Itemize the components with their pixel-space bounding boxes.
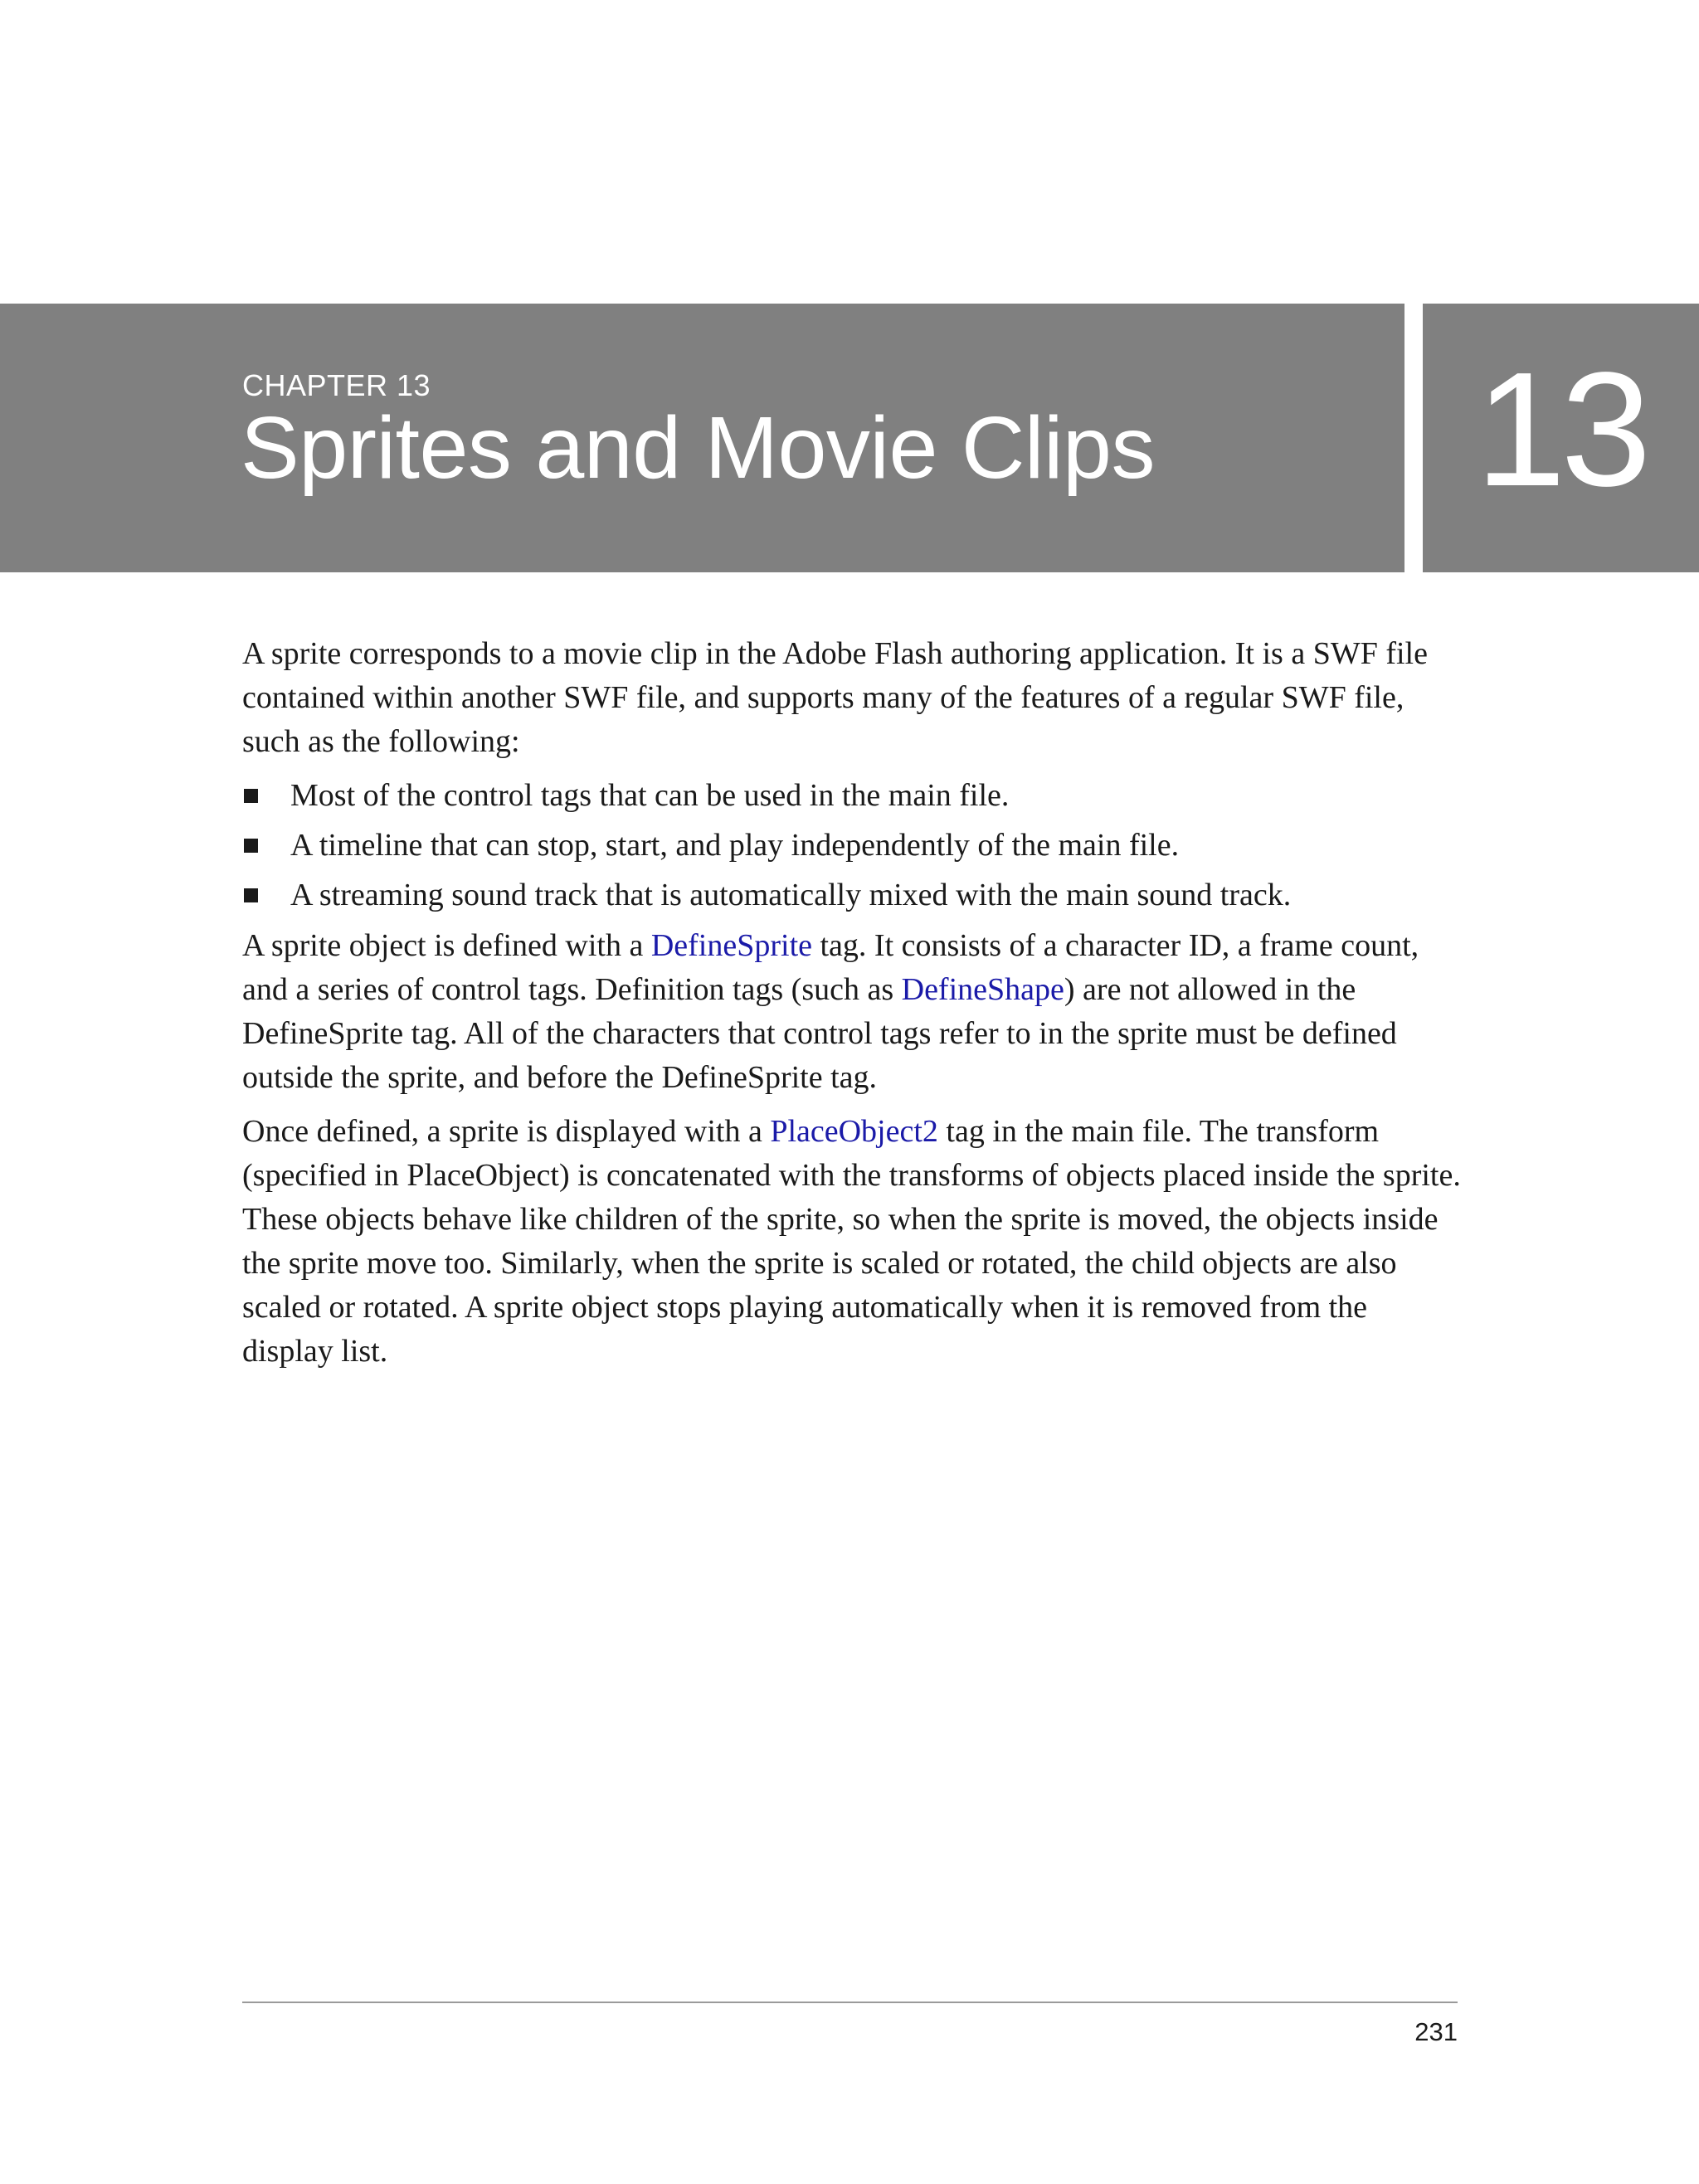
list-item (242, 774, 1462, 818)
paragraph-text: A sprite object is defined with a (242, 928, 651, 963)
defineshape-link[interactable]: DefineShape (901, 972, 1064, 1007)
placeobject2-link[interactable]: PlaceObject2 (770, 1114, 938, 1149)
square-bullet-icon (244, 839, 258, 853)
intro-paragraph: A sprite corresponds to a movie clip in the Adobe Flash authoring application. It is a SWF file contained within another SWF file, and supports many of the features of a regular SWF file, such as the following: (242, 636, 1428, 759)
footer-divider (242, 2002, 1458, 2003)
definesprite-link[interactable]: DefineSprite (650, 928, 812, 963)
list-item (242, 824, 1462, 868)
body-text (242, 632, 1462, 1384)
chapter-title: Sprites and Movie Clips (241, 399, 1155, 497)
list-item-text: A streaming sound track that is automatically mixed with the main sound track. (290, 878, 1292, 912)
list-item (242, 873, 1462, 917)
paragraph-text: tag. It consists of a character ID, a frame count, and a series of control tags. Definition tags (such as (242, 928, 1419, 1007)
square-bullet-icon (244, 789, 258, 803)
list-item-text: Most of the control tags that can be used in the main file. (290, 778, 1010, 813)
define-sprite-paragraph (242, 924, 1462, 1100)
placeobject-paragraph (242, 1110, 1462, 1374)
feature-list (242, 774, 1462, 917)
paragraph-text: tag in the main file. The transform (specified in PlaceObject) is concatenated with the transforms of objects placed inside the sprite. These objects behave like children of the sprite, so when the sprite is moved, the objects inside the sprite move too. Similarly, when the sprite is scaled or rotated, the child objects are also scaled or rotated. A sprite object stops playing automatically when it is removed from the display list. (242, 1114, 1461, 1369)
page-number: 231 (1414, 2017, 1458, 2046)
chapter-label: CHAPTER 13 (242, 368, 431, 402)
chapter-number: 13 (1475, 338, 1647, 520)
paragraph-text: Once defined, a sprite is displayed with a (242, 1114, 771, 1149)
square-bullet-icon (244, 888, 258, 902)
paragraph-text: ) are not allowed in the DefineSprite tag. All of the characters that control tags refer to in the sprite must be defined outside the sprite, and before the DefineSprite tag. (242, 972, 1397, 1095)
list-item-text: A timeline that can stop, start, and play independently of the main file. (290, 828, 1180, 863)
